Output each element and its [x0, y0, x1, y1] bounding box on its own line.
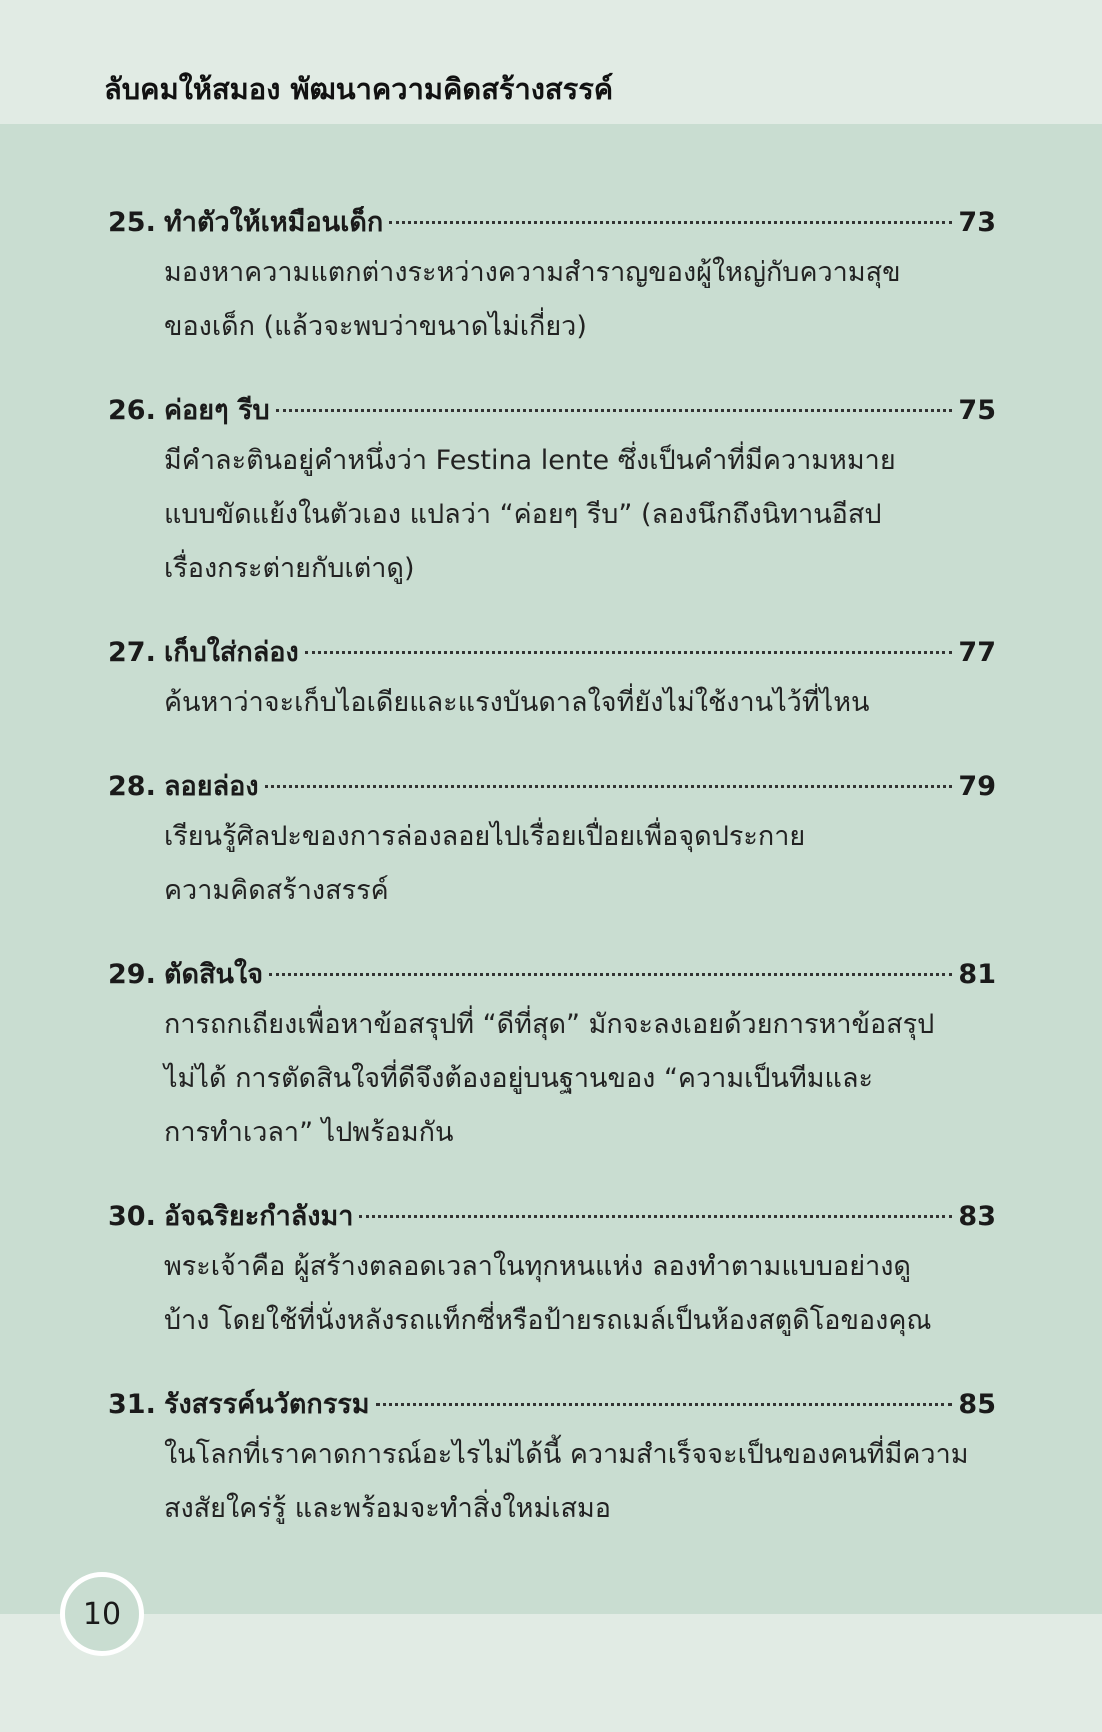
toc-entry-number: 28. — [108, 771, 156, 802]
toc-entry-title: ค่อยๆ รีบ — [164, 395, 270, 426]
toc-entry-description — [164, 1240, 996, 1348]
description-line: ในโลกที่เราคาดการณ์อะไรไม่ได้นี้ ความสำเร็จจะเป็นของคนที่มีความ — [164, 1439, 969, 1470]
description-line: มองหาความแตกต่างระหว่างความสำราญของผู้ใหญ่กับความสุข — [164, 257, 901, 288]
toc-entry-number: 27. — [108, 637, 156, 668]
toc-entry-number: 25. — [108, 207, 156, 238]
toc-entry-heading — [108, 764, 996, 810]
description-line: เรื่องกระต่ายกับเต่าดู) — [164, 553, 415, 584]
toc-entry-title: ตัดสินใจ — [164, 959, 264, 990]
toc-entry-page: 85 — [958, 1389, 996, 1420]
toc-entry-description — [164, 434, 996, 596]
toc-entry-page: 77 — [958, 637, 996, 668]
dot-leader — [389, 221, 952, 224]
toc-entry-title: อัจฉริยะกำลังมา — [164, 1201, 354, 1232]
toc-entry-page: 73 — [958, 207, 996, 238]
toc-entry-heading — [108, 388, 996, 434]
toc-entry-description — [164, 810, 996, 918]
toc-entry — [108, 952, 996, 1160]
description-line: เรียนรู้ศิลปะของการล่องลอยไปเรื่อยเปื่อยเพื่อจุดประกาย — [164, 821, 806, 852]
description-line: ของเด็ก (แล้วจะพบว่าขนาดไม่เกี่ยว) — [164, 311, 587, 342]
page-number-badge — [60, 1572, 144, 1656]
toc-entry-heading — [108, 200, 996, 246]
description-line: การถกเถียงเพื่อหาข้อสรุปที่ “ดีที่สุด” มักจะลงเอยด้วยการหาข้อสรุป — [164, 1009, 935, 1040]
toc-entry — [108, 1382, 996, 1536]
table-of-contents — [108, 200, 996, 1570]
description-line: ไม่ได้ การตัดสินใจที่ดีจึงต้องอยู่บนฐานของ “ความเป็นทีมและ — [164, 1063, 873, 1094]
toc-entry-page: 83 — [958, 1201, 996, 1232]
toc-entry-page: 75 — [958, 395, 996, 426]
description-line: สงสัยใคร่รู้ และพร้อมจะทำสิ่งใหม่เสมอ — [164, 1493, 612, 1524]
page-number: 10 — [82, 1596, 122, 1632]
toc-entry-heading — [108, 1382, 996, 1428]
toc-entry-description — [164, 1428, 996, 1536]
dot-leader — [376, 1403, 953, 1406]
toc-entry-heading — [108, 1194, 996, 1240]
toc-entry-number: 26. — [108, 395, 156, 426]
toc-entry-title: เก็บใส่กล่อง — [164, 637, 299, 668]
dot-leader — [276, 409, 953, 412]
description-line: แบบขัดแย้งในตัวเอง แปลว่า “ค่อยๆ รีบ” (ลองนึกถึงนิทานอีสป — [164, 499, 882, 530]
toc-entry-number: 30. — [108, 1201, 156, 1232]
description-line: การทำเวลา” ไปพร้อมกัน — [164, 1117, 454, 1148]
description-line: พระเจ้าคือ ผู้สร้างตลอดเวลาในทุกหนแห่ง ลองทำตามแบบอย่างดู — [164, 1251, 911, 1282]
toc-entry-title: ทำตัวให้เหมือนเด็ก — [164, 207, 384, 238]
toc-entry-description — [164, 246, 996, 354]
toc-entry-title: ลอยล่อง — [164, 771, 259, 802]
toc-entry-page: 81 — [958, 959, 996, 990]
description-line: ความคิดสร้างสรรค์ — [164, 875, 389, 906]
dot-leader — [305, 651, 953, 654]
description-line: บ้าง โดยใช้ที่นั่งหลังรถแท็กซี่หรือป้ายรถเมล์เป็นห้องสตูดิโอของคุณ — [164, 1305, 932, 1336]
dot-leader — [265, 785, 953, 788]
dot-leader — [359, 1215, 952, 1218]
toc-entry-page: 79 — [958, 771, 996, 802]
toc-entry-heading — [108, 630, 996, 676]
toc-entry-description — [164, 998, 996, 1160]
description-line: มีคำละตินอยู่คำหนึ่งว่า Festina lente ซึ่งเป็นคำที่มีความหมาย — [164, 445, 896, 476]
toc-entry-heading — [108, 952, 996, 998]
toc-entry — [108, 200, 996, 354]
toc-entry-number: 31. — [108, 1389, 156, 1420]
toc-entry-number: 29. — [108, 959, 156, 990]
toc-entry-title: รังสรรค์นวัตกรรม — [164, 1389, 370, 1420]
book-title: ลับคมให้สมอง พัฒนาความคิดสร้างสรรค์ — [104, 72, 614, 106]
toc-entry-description — [164, 676, 996, 730]
toc-entry — [108, 1194, 996, 1348]
footer-band — [0, 1614, 1102, 1732]
toc-entry — [108, 630, 996, 730]
toc-entry — [108, 764, 996, 918]
toc-entry — [108, 388, 996, 596]
dot-leader — [269, 973, 952, 976]
description-line: ค้นหาว่าจะเก็บไอเดียและแรงบันดาลใจที่ยังไม่ใช้งานไว้ที่ไหน — [164, 687, 870, 718]
